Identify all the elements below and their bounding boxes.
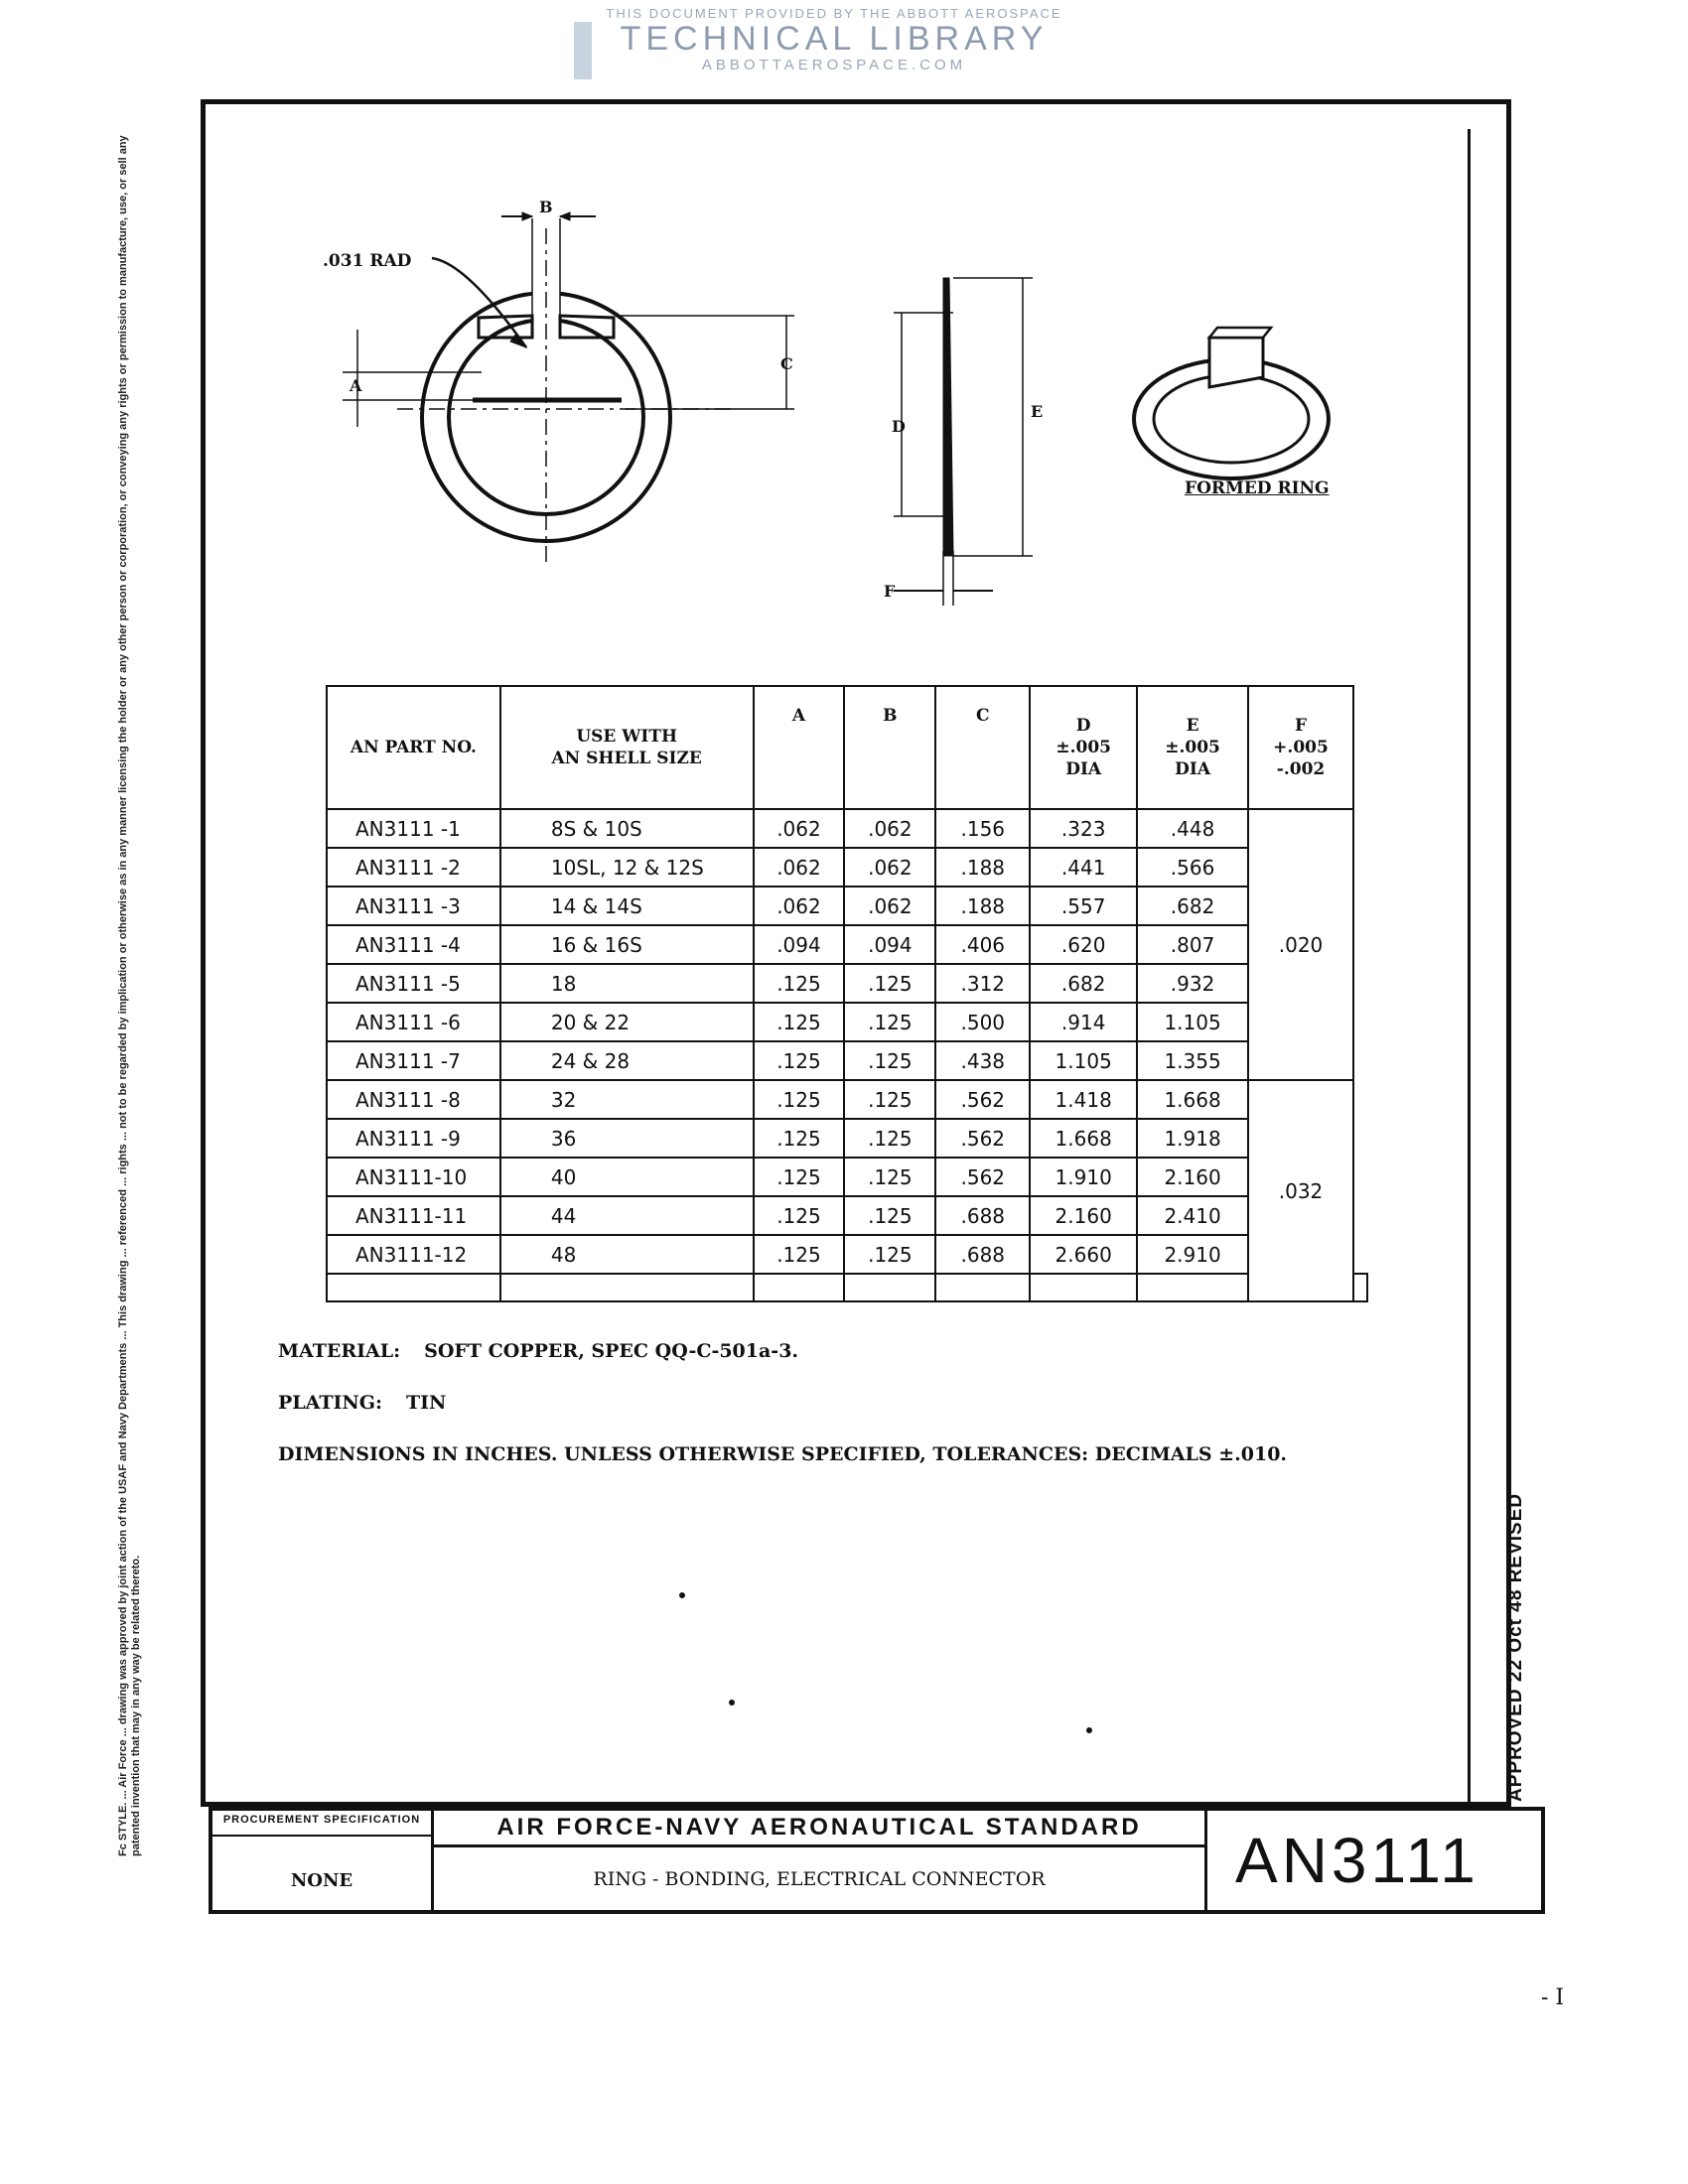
formed-ring-label: FORMED RING — [1185, 478, 1330, 498]
frame-inner-line — [1468, 129, 1471, 1807]
dim-d-label: D — [892, 417, 906, 436]
cell-use: 14 & 14S — [500, 887, 754, 925]
cell-a: .125 — [754, 1080, 845, 1119]
table-row — [327, 1080, 1367, 1119]
standard-number: AN3111 — [1204, 1811, 1542, 1910]
cell-d: 1.910 — [1030, 1158, 1137, 1196]
cell-c: .500 — [935, 1003, 1030, 1041]
cell-b: .094 — [844, 925, 935, 964]
side-profile — [943, 278, 953, 556]
cell-use: 8S & 10S — [500, 809, 754, 848]
formed-ring-tab — [1209, 338, 1263, 387]
cell-a: .125 — [754, 1003, 845, 1041]
dim-f-label: F — [884, 582, 896, 601]
cell-b: .125 — [844, 1080, 935, 1119]
col-e: E ±.005 DIA — [1137, 686, 1248, 809]
table-row — [327, 887, 1367, 925]
cell-e: 2.410 — [1137, 1196, 1248, 1235]
col-f: F +.005 -.002 — [1248, 686, 1353, 809]
cell-c: .156 — [935, 809, 1030, 848]
cell-e: 1.355 — [1137, 1041, 1248, 1080]
plating-label: PLATING: — [278, 1392, 382, 1414]
cell-b: .062 — [844, 887, 935, 925]
cell-d: .620 — [1030, 925, 1137, 964]
cell-part-no: AN3111 -9 — [327, 1119, 500, 1158]
header-line2: TECHNICAL LIBRARY — [620, 20, 1049, 58]
cell-a: .062 — [754, 887, 845, 925]
table-row — [327, 925, 1367, 964]
cell-use: 18 — [500, 964, 754, 1003]
table-row — [327, 848, 1367, 887]
cell-use: 44 — [500, 1196, 754, 1235]
side-legal-note — [117, 109, 173, 1856]
cell-use: 32 — [500, 1080, 754, 1119]
cell-f-group-1: .020 — [1248, 809, 1353, 1080]
cell-use: 10SL, 12 & 12S — [500, 848, 754, 887]
cell-part-no: AN3111 -6 — [327, 1003, 500, 1041]
dim-a-label: A — [350, 376, 362, 395]
header-line1: THIS DOCUMENT PROVIDED BY THE ABBOTT AEROSPACE — [606, 6, 1062, 21]
cell-d: .914 — [1030, 1003, 1137, 1041]
side-note-text: Fc STYLE. ... Air Force ... drawing was approved by joint action of the USAF and Navy Departments ... This drawing ... referenced ... rights ... not to be regarded by implication or otherwise as in any manner licensing the holder or any other person or corporation, or conveying any rights or permission to manufacture, use, or sell any patented invention that may in any way be related thereto. — [117, 132, 142, 1856]
cell-a: .125 — [754, 1235, 845, 1274]
standard-name: AIR FORCE-NAVY AERONAUTICAL STANDARD — [434, 1811, 1204, 1847]
parts-table — [326, 685, 1368, 1302]
cell-b: .125 — [844, 1003, 935, 1041]
header-line3: ABBOTTAEROSPACE.COM — [701, 57, 967, 73]
cell-d: .682 — [1030, 964, 1137, 1003]
cell-d: 2.660 — [1030, 1235, 1137, 1274]
cell-c: .312 — [935, 964, 1030, 1003]
cell-use: 36 — [500, 1119, 754, 1158]
table-row — [327, 809, 1367, 848]
cell-c: .562 — [935, 1080, 1030, 1119]
speck — [729, 1700, 735, 1706]
cell-e: .682 — [1137, 887, 1248, 925]
cell-a: .125 — [754, 1196, 845, 1235]
rad-label: .031 RAD — [323, 251, 412, 271]
cell-a: .125 — [754, 1158, 845, 1196]
dim-c-label: C — [780, 354, 793, 373]
formed-ring-inner — [1154, 375, 1309, 463]
cell-d: 1.668 — [1030, 1119, 1137, 1158]
cell-use: 16 & 16S — [500, 925, 754, 964]
cell-d: .557 — [1030, 887, 1137, 925]
cell-e: 1.105 — [1137, 1003, 1248, 1041]
cell-a: .062 — [754, 809, 845, 848]
cell-d: 1.418 — [1030, 1080, 1137, 1119]
col-use-with: USE WITH AN SHELL SIZE — [500, 686, 754, 809]
material-label: MATERIAL: — [278, 1340, 401, 1362]
cell-a: .062 — [754, 848, 845, 887]
ring-side-view — [894, 278, 1033, 606]
cell-d: .441 — [1030, 848, 1137, 887]
cell-part-no: AN3111 -7 — [327, 1041, 500, 1080]
cell-a: .094 — [754, 925, 845, 964]
cell-c: .188 — [935, 887, 1030, 925]
library-header — [556, 6, 1112, 73]
table-row — [327, 1119, 1367, 1158]
cell-part-no: AN3111-12 — [327, 1235, 500, 1274]
cell-part-no: AN3111 -3 — [327, 887, 500, 925]
cell-e: 2.910 — [1137, 1235, 1248, 1274]
procurement-box — [212, 1811, 434, 1910]
cell-d: .323 — [1030, 809, 1137, 848]
col-a: A — [754, 686, 845, 809]
cell-part-no: AN3111 -4 — [327, 925, 500, 964]
cell-part-no: AN3111-10 — [327, 1158, 500, 1196]
table-row-blank — [327, 1274, 1367, 1301]
cell-part-no: AN3111 -5 — [327, 964, 500, 1003]
speck — [679, 1592, 685, 1598]
ring-drawings — [298, 189, 1390, 615]
plating-value: TIN — [405, 1392, 447, 1414]
cell-b: .125 — [844, 1119, 935, 1158]
col-b: B — [844, 686, 935, 809]
cell-b: .062 — [844, 848, 935, 887]
cell-e: .448 — [1137, 809, 1248, 848]
procurement-value: NONE — [290, 1870, 353, 1891]
table-row — [327, 1196, 1367, 1235]
table-row — [327, 1003, 1367, 1041]
cell-b: .125 — [844, 1196, 935, 1235]
cell-c: .688 — [935, 1196, 1030, 1235]
revision-strip — [1505, 1375, 1545, 1802]
header-logo-bar — [574, 22, 592, 79]
table-row — [327, 1041, 1367, 1080]
material-note — [278, 1340, 1287, 1392]
notes-block — [278, 1340, 1287, 1495]
dim-e-label: E — [1031, 402, 1044, 421]
cell-c: .406 — [935, 925, 1030, 964]
speck — [1086, 1727, 1092, 1733]
cell-part-no: AN3111 -2 — [327, 848, 500, 887]
cell-c: .562 — [935, 1119, 1030, 1158]
table-header-row — [327, 686, 1367, 809]
cell-a: .125 — [754, 964, 845, 1003]
col-c: C — [935, 686, 1030, 809]
table-row — [327, 964, 1367, 1003]
cell-c: .438 — [935, 1041, 1030, 1080]
col-part-no: AN PART NO. — [327, 686, 500, 809]
cell-e: 2.160 — [1137, 1158, 1248, 1196]
cell-e: .566 — [1137, 848, 1248, 887]
part-title: RING - BONDING, ELECTRICAL CONNECTOR — [593, 1868, 1046, 1890]
cell-use: 20 & 22 — [500, 1003, 754, 1041]
cell-a: .125 — [754, 1119, 845, 1158]
cell-d: 2.160 — [1030, 1196, 1137, 1235]
plating-note — [278, 1392, 1287, 1443]
revision-text: APPROVED 22 Oct 48 REVISED — [1505, 1492, 1526, 1802]
cell-part-no: AN3111 -1 — [327, 809, 500, 848]
cell-a: .125 — [754, 1041, 845, 1080]
cell-c: .562 — [935, 1158, 1030, 1196]
table-row — [327, 1158, 1367, 1196]
col-d: D ±.005 DIA — [1030, 686, 1137, 809]
cell-part-no: AN3111 -8 — [327, 1080, 500, 1119]
cell-f-group-2: .032 — [1248, 1080, 1353, 1301]
cell-use: 40 — [500, 1158, 754, 1196]
cell-b: .125 — [844, 1041, 935, 1080]
cell-use: 24 & 28 — [500, 1041, 754, 1080]
cell-d: 1.105 — [1030, 1041, 1137, 1080]
cell-e: 1.918 — [1137, 1119, 1248, 1158]
material-value: SOFT COPPER, SPEC QQ-C-501a-3. — [424, 1340, 799, 1362]
procurement-header: PROCUREMENT SPECIFICATION — [212, 1813, 431, 1837]
cell-b: .125 — [844, 1158, 935, 1196]
cell-e: .932 — [1137, 964, 1248, 1003]
cell-c: .188 — [935, 848, 1030, 887]
corner-mark: - I — [1541, 1985, 1565, 2010]
cell-e: 1.668 — [1137, 1080, 1248, 1119]
cell-part-no: AN3111-11 — [327, 1196, 500, 1235]
table-row — [327, 1235, 1367, 1274]
cell-b: .125 — [844, 964, 935, 1003]
cell-use: 48 — [500, 1235, 754, 1274]
cell-c: .688 — [935, 1235, 1030, 1274]
dim-b-label: B — [539, 198, 553, 216]
cell-b: .062 — [844, 809, 935, 848]
formed-ring-view — [1134, 328, 1329, 478]
title-block — [209, 1807, 1545, 1914]
cell-e: .807 — [1137, 925, 1248, 964]
cell-b: .125 — [844, 1235, 935, 1274]
dimensions-note: DIMENSIONS IN INCHES. UNLESS OTHERWISE SPECIFIED, TOLERANCES: DECIMALS ±.010. — [278, 1443, 1288, 1465]
